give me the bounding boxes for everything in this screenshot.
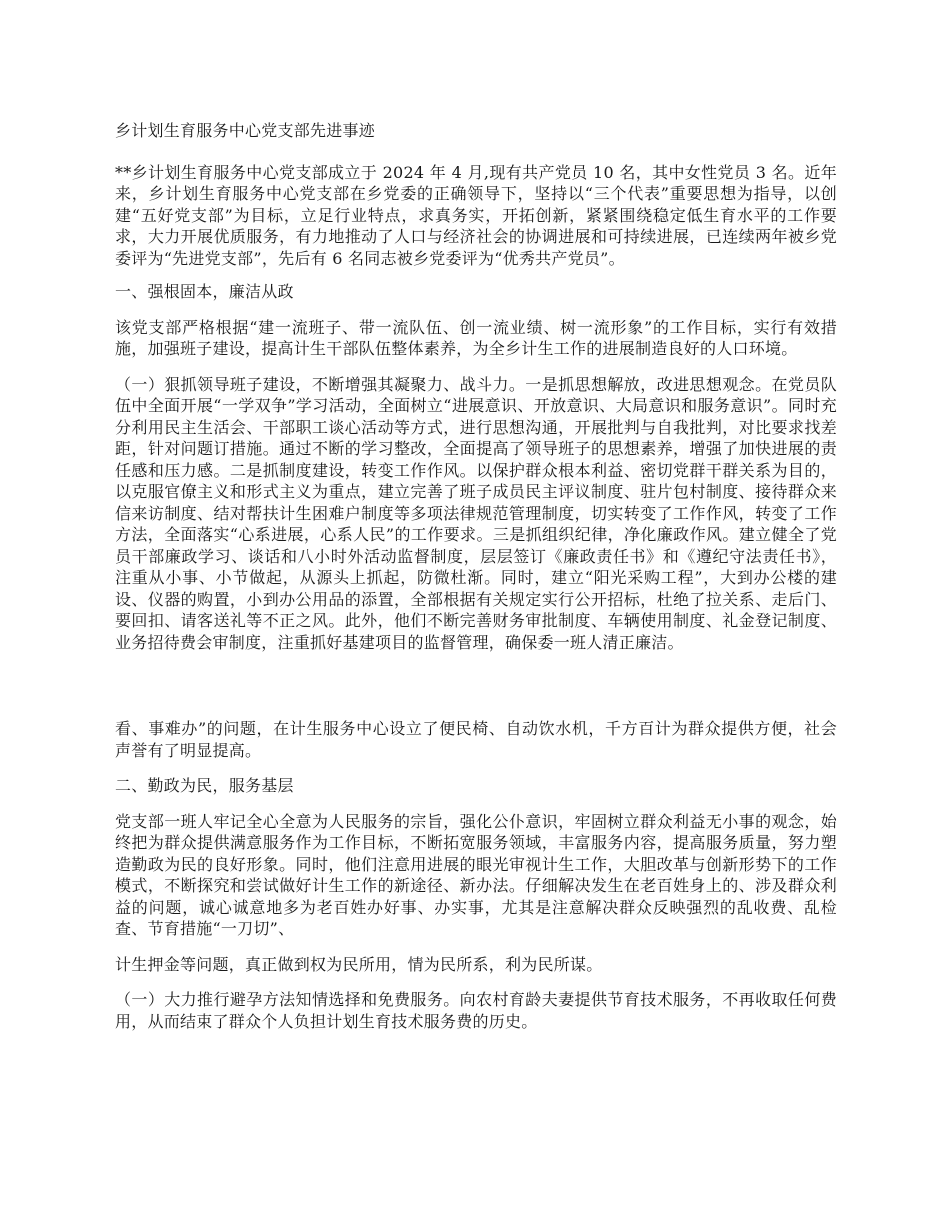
section-2-subsection-1: （一）大力推行避孕方法知情选择和免费服务。向农村育龄夫妻提供节育技术服务，不再收取任何费用，从而结束了群众个人负担计划生育技术服务费的历史。 (115, 990, 837, 1031)
section-2-paragraph: 党支部一班人牢记全心全意为人民服务的宗旨，强化公仆意识，牢固树立群众利益无小事的观念，始终把为群众提供满意服务作为工作目标，不断拓宽服务领域，丰富服务内容，提高服务质量，努力塑造勤政为民的良好形象。同时，他们注意用进展的眼光审视计生工作，大胆改革与创新形势下的工作模式，不断探究和尝试做好计生工作的新途径、新办法。仔细解决发生在老百姓身上的、涉及群众利益的问题，诚心诚意地多为老百姓办好事、办实事，尤其是注意解决群众反映强烈的乱收费、乱检查、节育措施“一刀切”、 (115, 811, 837, 938)
section-1-paragraph: 该党支部严格根据“建一流班子、带一流队伍、创一流业绩、树一流形象”的工作目标，实行有效措施，加强班子建设，提高计生干部队伍整体素养，为全乡计生工作的进展制造良好的人口环境。 (115, 317, 837, 358)
section-1-subsection-1: （一）狠抓领导班子建设，不断增强其凝聚力、战斗力。一是抓思想解放，改进思想观念。在党员队伍中全面开展“一学双争”学习活动，全面树立“进展意识、开放意识、大局意识和服务意识”。同时充分利用民主生活会、干部职工谈心活动等方式，进行思想沟通，开展批判与自我批判，对比要求找差距，针对问题订措施。通过不断的学习整改，全面提高了领导班子的思想素养，增强了加快进展的责任感和压力感。二是抓制度建设，转变工作作风。以保护群众根本利益、密切党群干群关系为目的，以克服官僚主义和形式主义为重点，建立完善了班子成员民主评议制度、驻片包村制度、接待群众来信来访制度、结对帮扶计生困难户制度等多项法律规范管理制度，切实转变了工作作风，转变了工作方法，全面落实“心系进展，心系人民”的工作要求。三是抓组织纪律，净化廉政作风。建立健全了党员干部廉政学习、谈话和八小时外活动监督制度，层层签订《廉政责任书》和《遵纪守法责任书》，注重从小事、小节做起，从源头上抓起，防微杜渐。同时，建立“阳光采购工程”，大到办公楼的建设、仪器的购置，小到办公用品的添置，全部根据有关规定实行公开招标，杜绝了拉关系、走后门、要回扣、请客送礼等不正之风。此外，他们不断完善财务审批制度、车辆使用制度、礼金登记制度、业务招待费会审制度，注重抓好基建项目的监督管理，确保委一班人清正廉洁。 (115, 374, 837, 652)
continuation-paragraph: 看、事难办”的问题，在计生服务中心设立了便民椅、自动饮水机，千方百计为群众提供方便，社会声誉有了明显提高。 (115, 719, 837, 760)
section-2-paragraph-continued: 计生押金等问题，真正做到权为民所用，情为民所系，利为民所谋。 (115, 954, 603, 974)
document-page (115, 120, 837, 1032)
section-heading-2: 二、勤政为民，服务基层 (115, 776, 294, 795)
document-title: 乡计划生育服务中心党支部先进事迹 (115, 121, 376, 140)
section-heading-1: 一、强根固本，廉洁从政 (115, 282, 294, 301)
intro-paragraph: **乡计划生育服务中心党支部成立于 2024 年 4 月,现有共产党员 10 名，其中女性党员 3 名。近年来，乡计划生育服务中心党支部在乡党委的正确领导下，坚持以“三个代表”重要思想为指导，以创建“五好党支部”为目标，立足行业特点，求真务实，开拓创新，紧紧围绕稳定低生育水平的工作要求，大力开展优质服务，有力地推动了人口与经济社会的协调进展和可持续进展，已连续两年被乡党委评为“先进党支部”，先后有 6 名同志被乡党委评为“优秀共产党员”。 (115, 162, 837, 268)
